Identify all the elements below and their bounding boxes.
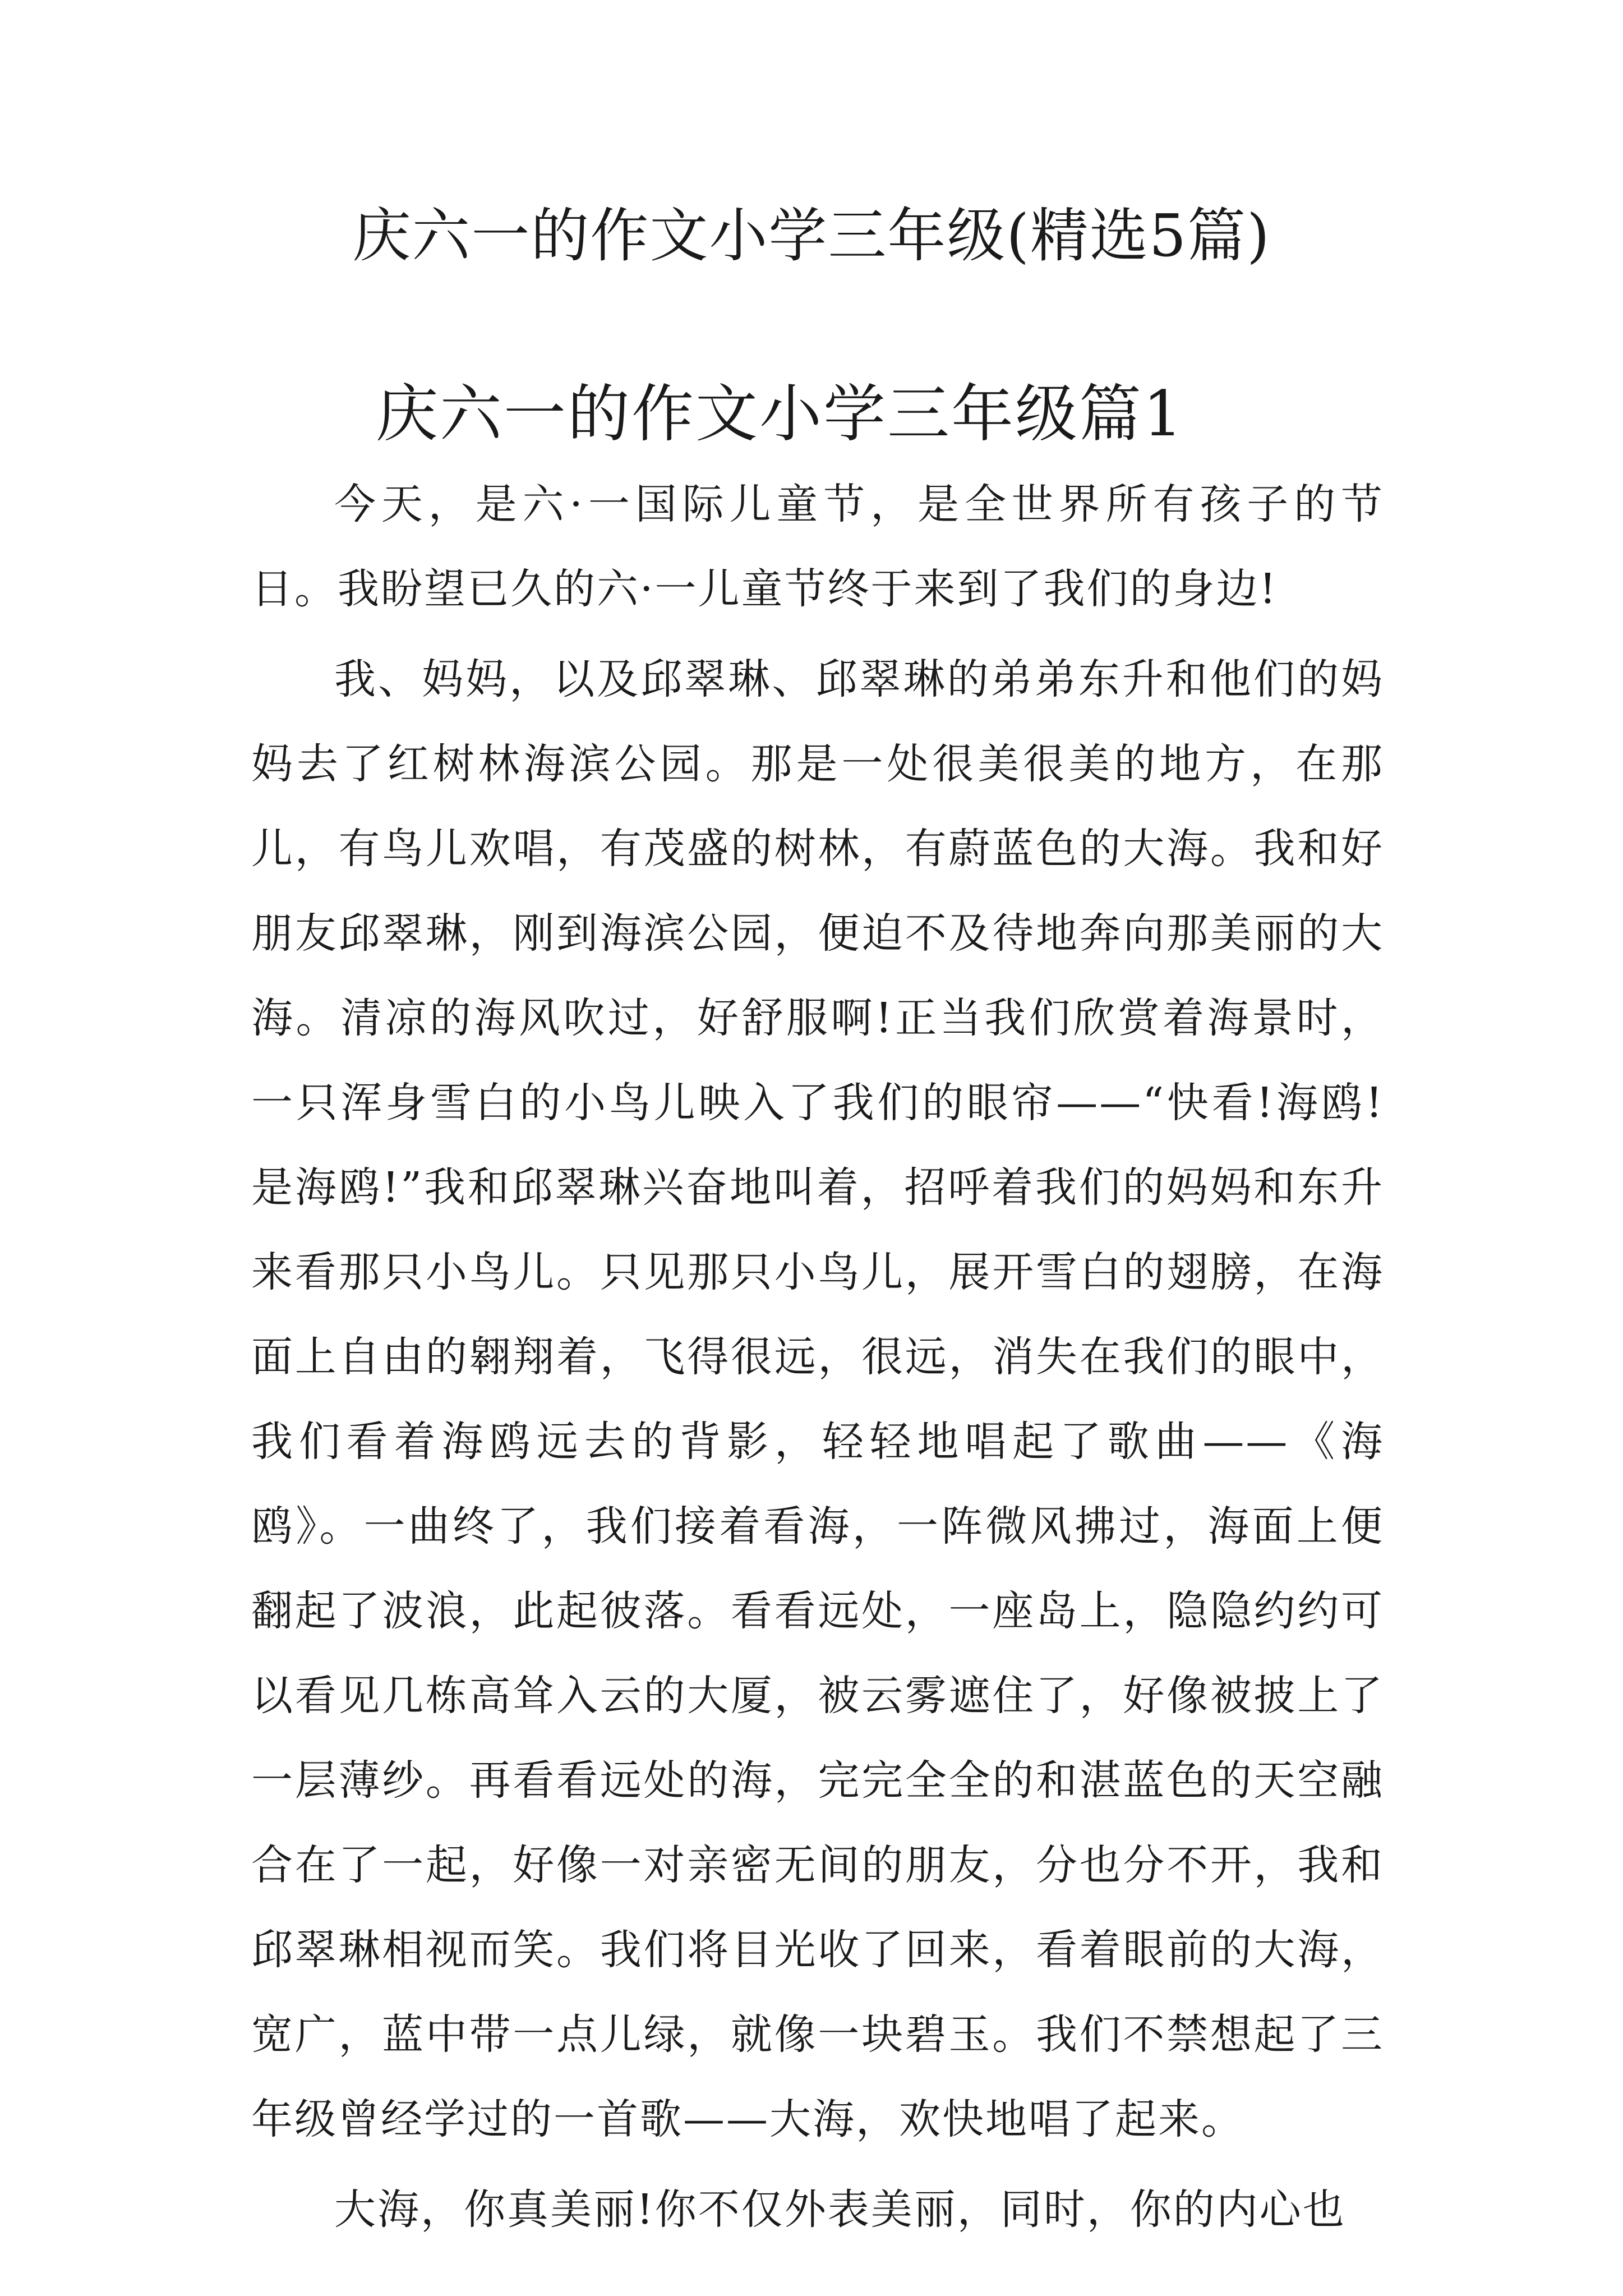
document-title: 庆六一的作文小学三年级(精选5篇) (352, 201, 1271, 270)
paragraph-3: 大海，你真美丽!你不仅外表美丽，同时，你的内心也 (334, 2185, 1346, 2234)
paragraph-2: 我、妈妈，以及邱翠琳、邱翠琳的弟弟东升和他们的妈妈去了红树林海滨公园。那是一处很美很美的地方，在那儿，有鸟儿欢唱，有茂盛的树林，有蔚蓝色的大海。我和好朋友邱翠琳，刚到海滨公园，便迫不及待地奔向那美丽的大海。清凉的海风吹过，好舒服啊!正当我们欣赏着海景时，一只浑身雪白的小鸟儿映入了我们的眼帘——“快看!海鸥!是海鸥!”我和邱翠琳兴奋地叫着，招呼着我们的妈妈和东升来看那只小鸟儿。只见那只小鸟儿，展开雪白的翅膀，在海面上自由的翱翔着，飞得很远，很远，消失在我们的眼中，我们看着海鸥远去的背影，轻轻地唱起了歌曲——《海鸥》。一曲终了，我们接着看海，一阵微风拂过，海面上便翻起了波浪，此起彼落。看看远处，一座岛上，隐隐约约可以看见几栋高耸入云的大厦，被云雾遮住了，好像被披上了一层薄纱。再看看远处的海，完完全全的和湛蓝色的天空融合在了一起，好像一对亲密无间的朋友，分也分不开，我和邱翠琳相视而笑。我们将目光收了回来，看着眼前的大海，宽广，蓝中带一点儿绿，就像一块碧玉。我们不禁想起了三年级曾经学过的一首歌——大海，欢快地唱了起来。 (251, 655, 1384, 2143)
section-heading: 庆六一的作文小学三年级篇1 (376, 378, 1184, 450)
paragraph-1: 今天，是六·一国际儿童节，是全世界所有孩子的节日。我盼望已久的六·一儿童节终于来到了我们的身边! (251, 480, 1384, 613)
document-body (251, 372, 1384, 2258)
